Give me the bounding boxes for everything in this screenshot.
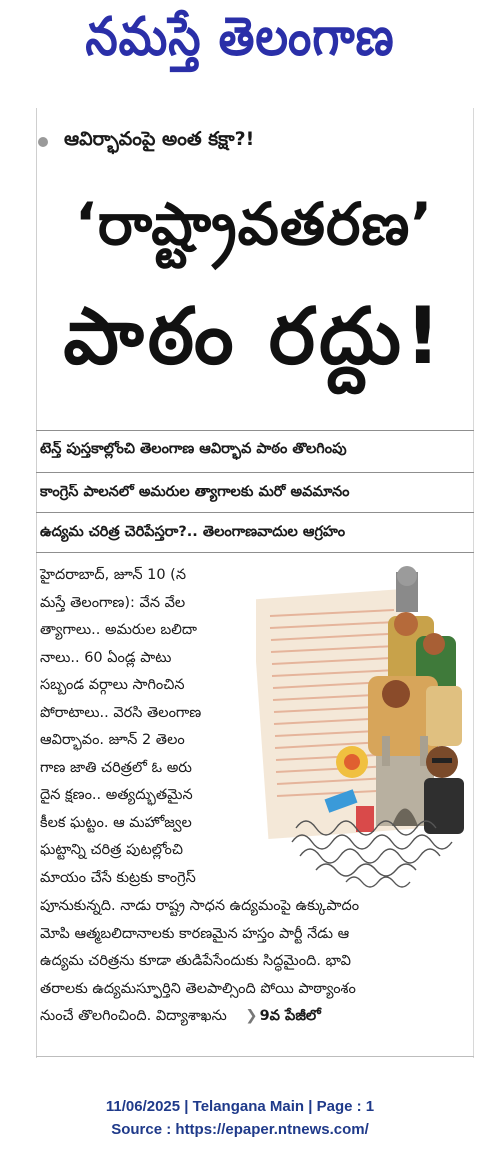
deck-divider	[36, 430, 474, 431]
body-line: మోపి ఆత్మబలిదానాలకు కారణమైన హస్తం పార్టీ నేడు ఆ	[40, 925, 350, 942]
deck-line-1: టెన్త్ పుస్తకాల్లోంచి తెలంగాణ ఆవిర్భావ పాఠం తొలగింపు	[40, 441, 347, 457]
body-line: తరాలకు ఉద్యమస్ఫూర్తిని తెలపాల్సింది పోయి పాఠ్యాంశం	[40, 980, 356, 997]
headline-line-1: ‘రాష్ట్రావతరణ’	[74, 190, 434, 258]
deck-line-3: ఉద్యమ చరిత్ర చెరిపేస్తరా?.. తెలంగాణవాదుల ఆగ్రహం	[40, 524, 346, 540]
body-line: ఘట్టాన్ని చరిత్ర పుటల్లోంచి	[40, 842, 183, 858]
deck-divider	[36, 472, 474, 473]
article-body-narrow	[40, 562, 252, 892]
arrow-right-icon: ❯	[245, 1008, 258, 1024]
body-line: నుంచే తొలగించింది. విద్యాశాఖను	[40, 1008, 227, 1024]
bullet-icon	[38, 137, 48, 147]
article-bottom-rule	[36, 1056, 474, 1057]
body-line: ఆవిర్భావం. జూన్ 2 తెలం	[40, 732, 185, 748]
body-line: మాయం చేసే కుట్రకు కాంగ్రెస్	[40, 869, 196, 886]
headline-line-2: పాఠం రద్దు!	[63, 292, 445, 382]
footer-source-link[interactable]: Source : https://epaper.ntnews.com/	[111, 1121, 369, 1138]
body-line: మస్తే తెలంగాణ): వేన వేల	[40, 594, 186, 611]
deck-divider	[36, 512, 474, 513]
body-line: ఉద్యమ చరిత్రను కూడా తుడిపేసేందుకు సిద్ధమైంది. భావి	[40, 953, 351, 969]
deck-line-2: కాంగ్రెస్ పాలనలో అమరుల త్యాగాలకు మరో అవమానం	[40, 484, 350, 500]
deck-divider	[36, 552, 474, 553]
continued-on-page[interactable]	[245, 1008, 320, 1024]
body-line: నాలు.. 60 ఏండ్ల పాటు	[40, 649, 172, 666]
body-line: హైదరాబాద్, జూన్ 10 (న	[40, 567, 187, 583]
continued-on-page-label: 9వ పేజీలో	[259, 1008, 321, 1024]
body-line: సబ్బండ వర్గాలు సాగించిన	[40, 677, 185, 693]
body-line: గాణ జాతి చరిత్రలో ఓ అరు	[40, 759, 192, 776]
body-line: కీలక ఘట్టం. ఆ మహోజ్వల	[40, 814, 192, 831]
article-body-wide	[40, 893, 470, 1031]
article-illustration	[256, 566, 470, 896]
body-line: పూనుకున్నది. నాడు రాష్ట్ర సాధన ఉద్యమంపై ఉక్కుపాదం	[40, 898, 360, 914]
body-line-last	[40, 1003, 470, 1031]
masthead-title: నమస్తే తెలంగాణ	[85, 5, 395, 68]
body-line: త్యాగాలు.. అమరుల బలిదా	[40, 622, 197, 638]
body-line: దైన క్షణం.. అత్యద్భుతమైన	[40, 787, 193, 803]
body-line: పోరాటాలు.. వెరసి తెలంగాణ	[40, 704, 202, 721]
kicker	[38, 128, 254, 155]
footer-date-edition: 11/06/2025 | Telangana Main | Page : 1	[105, 1098, 375, 1115]
kicker-text: ఆవిర్భావంపై అంత కక్షా?!	[64, 128, 255, 150]
masthead	[0, 0, 480, 86]
